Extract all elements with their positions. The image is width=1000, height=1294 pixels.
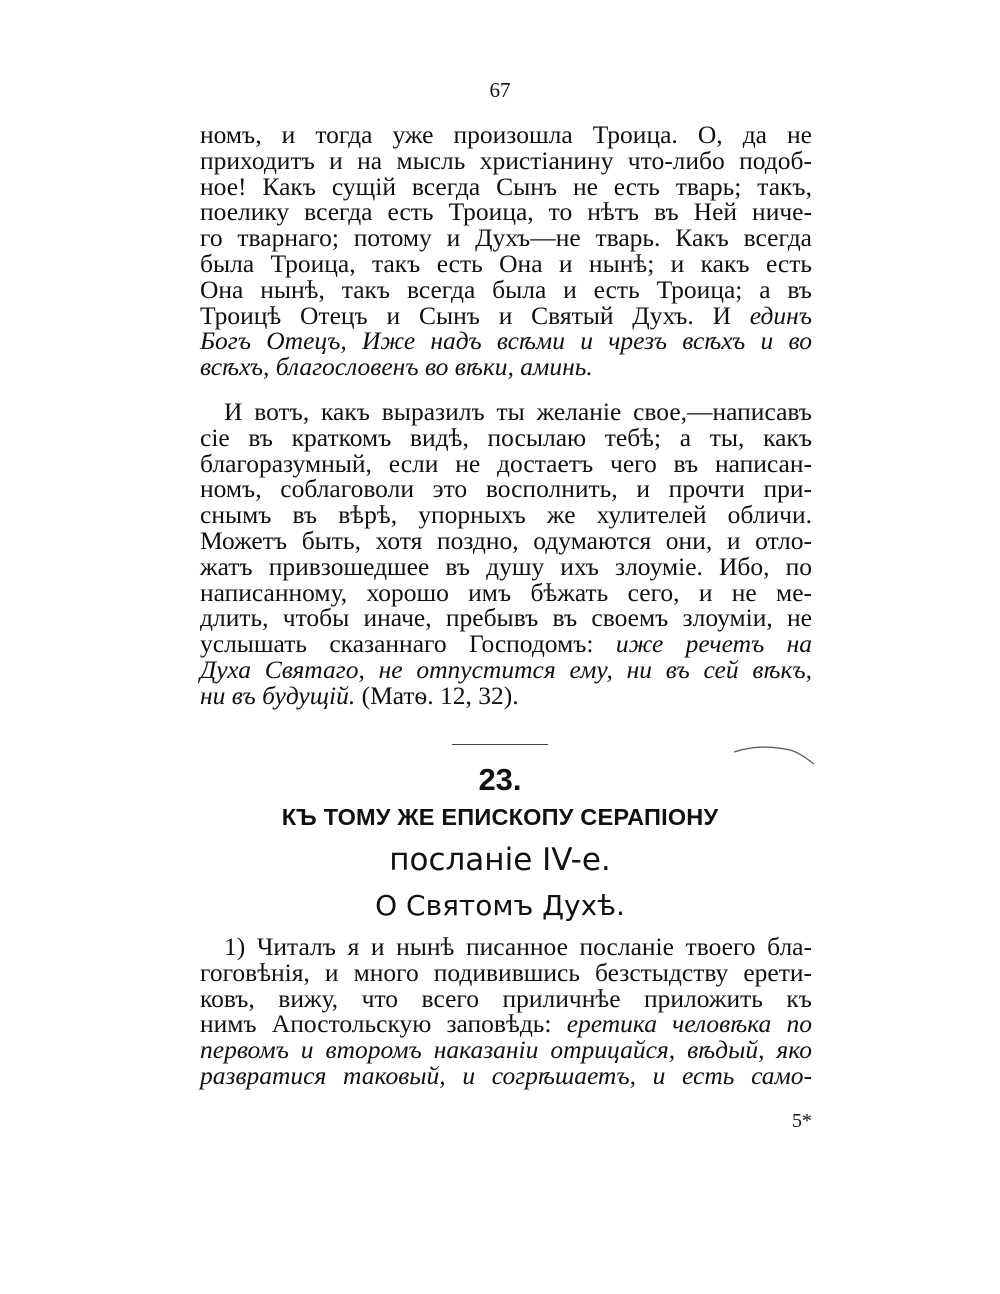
- text-line: [200, 422, 812, 452]
- text-line: [200, 171, 812, 201]
- text-line: [200, 502, 812, 528]
- text-line: [200, 551, 812, 581]
- text-line: [200, 1037, 812, 1063]
- roman-text: снымъ въ вѣрѣ, упорныхъ же хулителей обличи.: [200, 500, 812, 530]
- italic-text: ни въ будущій.: [200, 680, 356, 710]
- italic-text: еретика человѣка по: [566, 1009, 812, 1039]
- text-line: [200, 225, 812, 251]
- page-number: 67: [489, 78, 511, 102]
- text-line: [200, 399, 812, 425]
- text-line: [200, 122, 812, 148]
- text-line: [200, 274, 812, 304]
- section-divider: [452, 744, 548, 745]
- paragraph-3: [200, 934, 812, 1089]
- text-line: [200, 983, 812, 1013]
- roman-text: поелику всегда есть Троица, то нѣтъ въ Ней ниче-: [200, 197, 812, 227]
- roman-text: была Троица, такъ есть Она и нынѣ; и какъ есть: [200, 248, 812, 278]
- text-line: [200, 448, 812, 478]
- roman-text: гоговѣнія, и много подивившись безстыдству ерети-: [200, 957, 812, 987]
- paragraph-2: [200, 399, 812, 709]
- roman-text: (Матѳ. 12, 32).: [355, 680, 519, 710]
- text-line: [200, 328, 812, 354]
- roman-text: номъ, соблаговоли это восполнить, и прочти при-: [200, 474, 812, 504]
- roman-text: И вотъ, какъ выразилъ ты желаніе свое,—написавъ: [224, 397, 812, 426]
- text-line: [200, 476, 812, 502]
- roman-text: благоразумный, если не достаетъ чего въ написан-: [200, 448, 812, 478]
- text-line: [200, 199, 812, 225]
- paragraph-1: [200, 122, 812, 380]
- text-line: [200, 957, 812, 987]
- text-line: [200, 680, 812, 710]
- roman-text: приходитъ и на мысль христіанину что-либо подоб-: [200, 145, 812, 175]
- text-line: [200, 145, 812, 175]
- italic-text: иже речетъ на: [615, 629, 812, 659]
- roman-text: сіе въ краткомъ видѣ, посылаю тебѣ; а ты, какъ: [200, 422, 812, 452]
- roman-text: Можетъ быть, хотя поздно, одумаются они, и отло-: [200, 525, 812, 555]
- italic-text: Духа Святаго, не отпустится ему, ни въ сей вѣкъ,: [200, 654, 812, 684]
- section-heading: КЪ ТОМУ ЖЕ ЕПИСКОПУ СЕРАПІОНУ: [281, 804, 719, 830]
- roman-text: 1) Читалъ я и нынѣ писанное посланіе твоего бла-: [224, 932, 812, 961]
- roman-text: Троицѣ Отецъ и Сынъ и Святый Духъ. И: [200, 300, 750, 330]
- italic-text: первомъ и второмъ наказаніи отрицайся, вѣдый, яко: [200, 1035, 812, 1065]
- section-number: 23.: [478, 762, 522, 797]
- section-subheading: посланіе IV-е.: [389, 842, 611, 878]
- roman-text: жатъ привзошедшее въ душу ихъ злоуміе. Ибо, по: [200, 551, 812, 581]
- roman-text: го тварнаго; потому и Духъ—не тварь. Какъ всегда: [200, 223, 812, 253]
- text-line: [200, 248, 812, 278]
- roman-text: нимъ Апостольскую заповѣдь:: [200, 1009, 567, 1039]
- roman-text: ковъ, вижу, что всего приличнѣе приложить къ: [200, 983, 812, 1013]
- text-line: [200, 654, 812, 684]
- text-line: [200, 525, 812, 555]
- roman-text: ное! Какъ сущій всегда Сынъ не есть тварь; такъ,: [200, 171, 812, 201]
- italic-text: развратися таковый, и согрѣшаетъ, и есть само-: [200, 1060, 812, 1090]
- text-line: [200, 605, 812, 631]
- text-line: [200, 300, 812, 330]
- roman-text: Она нынѣ, такъ всегда была и есть Троица; а въ: [200, 274, 812, 304]
- italic-text: всѣхъ, благословенъ во вѣки, аминь.: [200, 352, 593, 382]
- text-line: [200, 1060, 812, 1090]
- text-line: [200, 354, 812, 380]
- section-topic: О Святомъ Духѣ.: [375, 889, 625, 922]
- text-line: [200, 577, 812, 607]
- roman-text: услышать сказаннаго Господомъ:: [200, 629, 616, 659]
- signature-mark: 5*: [792, 1110, 812, 1132]
- roman-text: номъ, и тогда уже произошла Троица. О, да не: [200, 120, 812, 149]
- roman-text: длить, чтобы иначе, пребывъ въ своемъ злоуміи, не: [200, 603, 812, 633]
- text-line: [200, 934, 812, 960]
- italic-text: единъ: [749, 300, 812, 330]
- text-line: [200, 631, 812, 657]
- text-line: [200, 1011, 812, 1037]
- italic-text: Богъ Отецъ, Иже надъ всѣми и чрезъ всѣхъ и во: [200, 326, 812, 356]
- roman-text: написанному, хорошо имъ бѣжать сего, и не ме-: [200, 577, 812, 607]
